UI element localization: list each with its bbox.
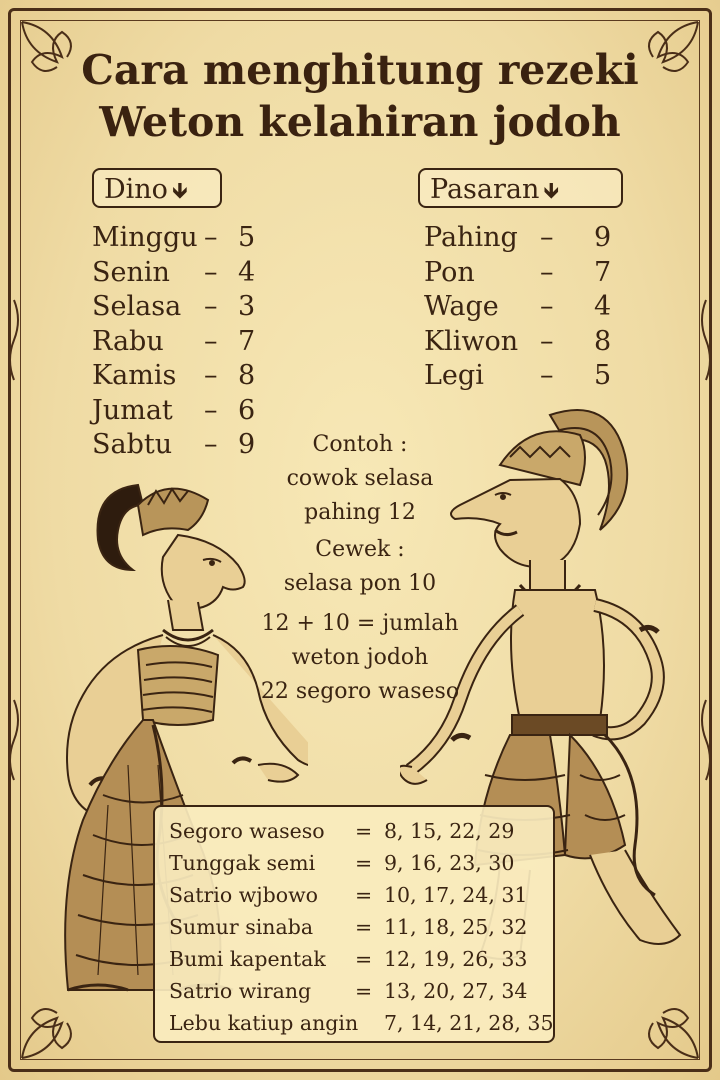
list-item: Selasa – 3 [92, 291, 256, 322]
list-item: Rabu – 7 [92, 325, 256, 357]
weton-result-table: Segoro waseso = 8, 15, 22, 29 Tunggak semi = 9, 16, 23, 30 Satrio wjbowo = 10, 17, 24, 31 Sumur sinaba = 11, 18, 25, 32 Bumi kapentak = 12, 19, 26, 33 Satrio wirang = 13, 20, 27, 34 Lebu katiup angin 7, 14, 21, 28, 35 [153, 805, 555, 1043]
list-item: Jumat – 6 [92, 394, 256, 426]
pasaran-header-label: Pasaran [430, 174, 540, 205]
example-line: 12 + 10 = jumlah [261, 611, 459, 636]
example-line: cowok selasa [286, 466, 434, 491]
list-item: Kamis – 8 [92, 360, 256, 391]
list-item: Kliwon – 8 [424, 325, 612, 357]
pasaran-list [424, 221, 624, 394]
list-item: Pahing – 9 [424, 222, 612, 253]
dino-header-label: Dino [104, 174, 168, 205]
title-line-1: Cara menghitung rezeki [81, 46, 639, 94]
list-item: Minggu – 5 [92, 222, 256, 253]
example-line: selasa pon 10 [283, 571, 437, 596]
down-arrow-icon: 🡻 [543, 179, 560, 204]
example-line: weton jodoh [291, 645, 429, 670]
example-line: Cewek : [315, 537, 405, 562]
example-block [230, 428, 490, 709]
dino-header [92, 168, 222, 208]
list-item: Pon – 7 [424, 256, 612, 288]
example-line: Contoh : [312, 432, 408, 457]
list-item: Wage – 4 [424, 291, 612, 322]
dino-list [92, 221, 272, 463]
list-item: Senin – 4 [92, 256, 256, 288]
list-item: Sabtu – 9 [92, 429, 256, 460]
title-line-2: Weton kelahiran jodoh [99, 98, 621, 146]
example-line: pahing 12 [304, 500, 416, 525]
pasaran-header [418, 168, 623, 208]
example-line: 22 segoro waseso [260, 679, 460, 704]
down-arrow-icon: 🡻 [171, 179, 188, 204]
list-item: Legi – 5 [424, 360, 612, 391]
